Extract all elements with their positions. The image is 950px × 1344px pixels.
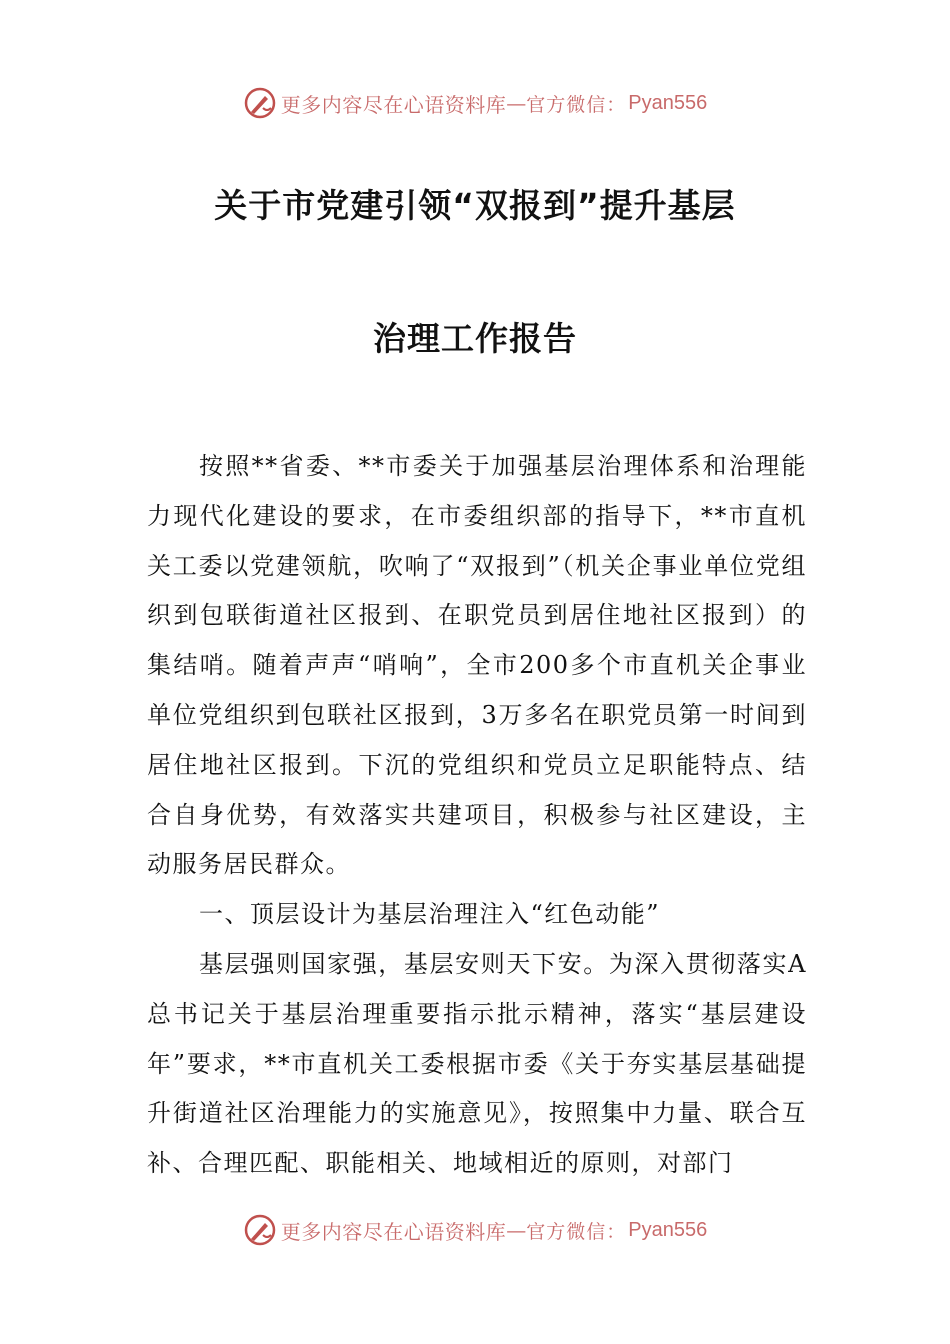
document-title-line-1: 关于市党建引领“双报到”提升基层 <box>214 186 736 225</box>
watermark-dash: — <box>506 1218 527 1242</box>
watermark-wechat-label: 官方微信： <box>526 1220 627 1243</box>
pen-logo-icon <box>243 86 277 120</box>
document-title-line-2: 治理工作报告 <box>373 319 577 358</box>
watermark-banner-bottom <box>0 1210 950 1250</box>
watermark-brand: 更多内容尽在心语资料库 <box>280 1219 507 1244</box>
watermark-banner-top <box>0 83 950 123</box>
body-paragraph-1: 按照**省委、**市委关于加强基层治理体系和治理能力现代化建设的要求，在市委组织部的指导下，**市直机关工委以党建领航，吹响了“双报到”（机关企事业单位党组织到包联街道社区报到、在职党员到居住地社区报到）的集结哨。随着声声“哨响”，全市200多个市直机关企事业单位党组织到包联社区报到，3万多名在职党员第一时间到居住地社区报到。下沉的党组织和党员立足职能特点、结合自身优势，有效落实共建项目，积极参与社区建设，主动服务居民群众。 <box>147 452 807 879</box>
pen-logo-icon <box>243 1213 277 1247</box>
watermark-wechat-id: Pyan556 <box>628 91 708 114</box>
watermark-dash: — <box>506 91 527 115</box>
section-heading-1: 一、顶层设计为基层治理注入“红色动能” <box>199 900 661 929</box>
watermark-brand: 更多内容尽在心语资料库 <box>280 92 507 117</box>
document-body <box>147 442 807 1189</box>
body-paragraph-2: 基层强则国家强，基层安则天下安。为深入贯彻落实A总书记关于基层治理重要指示批示精神，落实“基层建设年”要求，**市直机关工委根据市委《关于夯实基层基础提升街道社区治理能力的实施意见》，按照集中力量、联合互补、合理匹配、职能相关、地域相近的原则，对部门 <box>147 949 807 1178</box>
watermark-wechat-id: Pyan556 <box>628 1218 708 1241</box>
watermark-wechat-label: 官方微信： <box>526 93 627 116</box>
